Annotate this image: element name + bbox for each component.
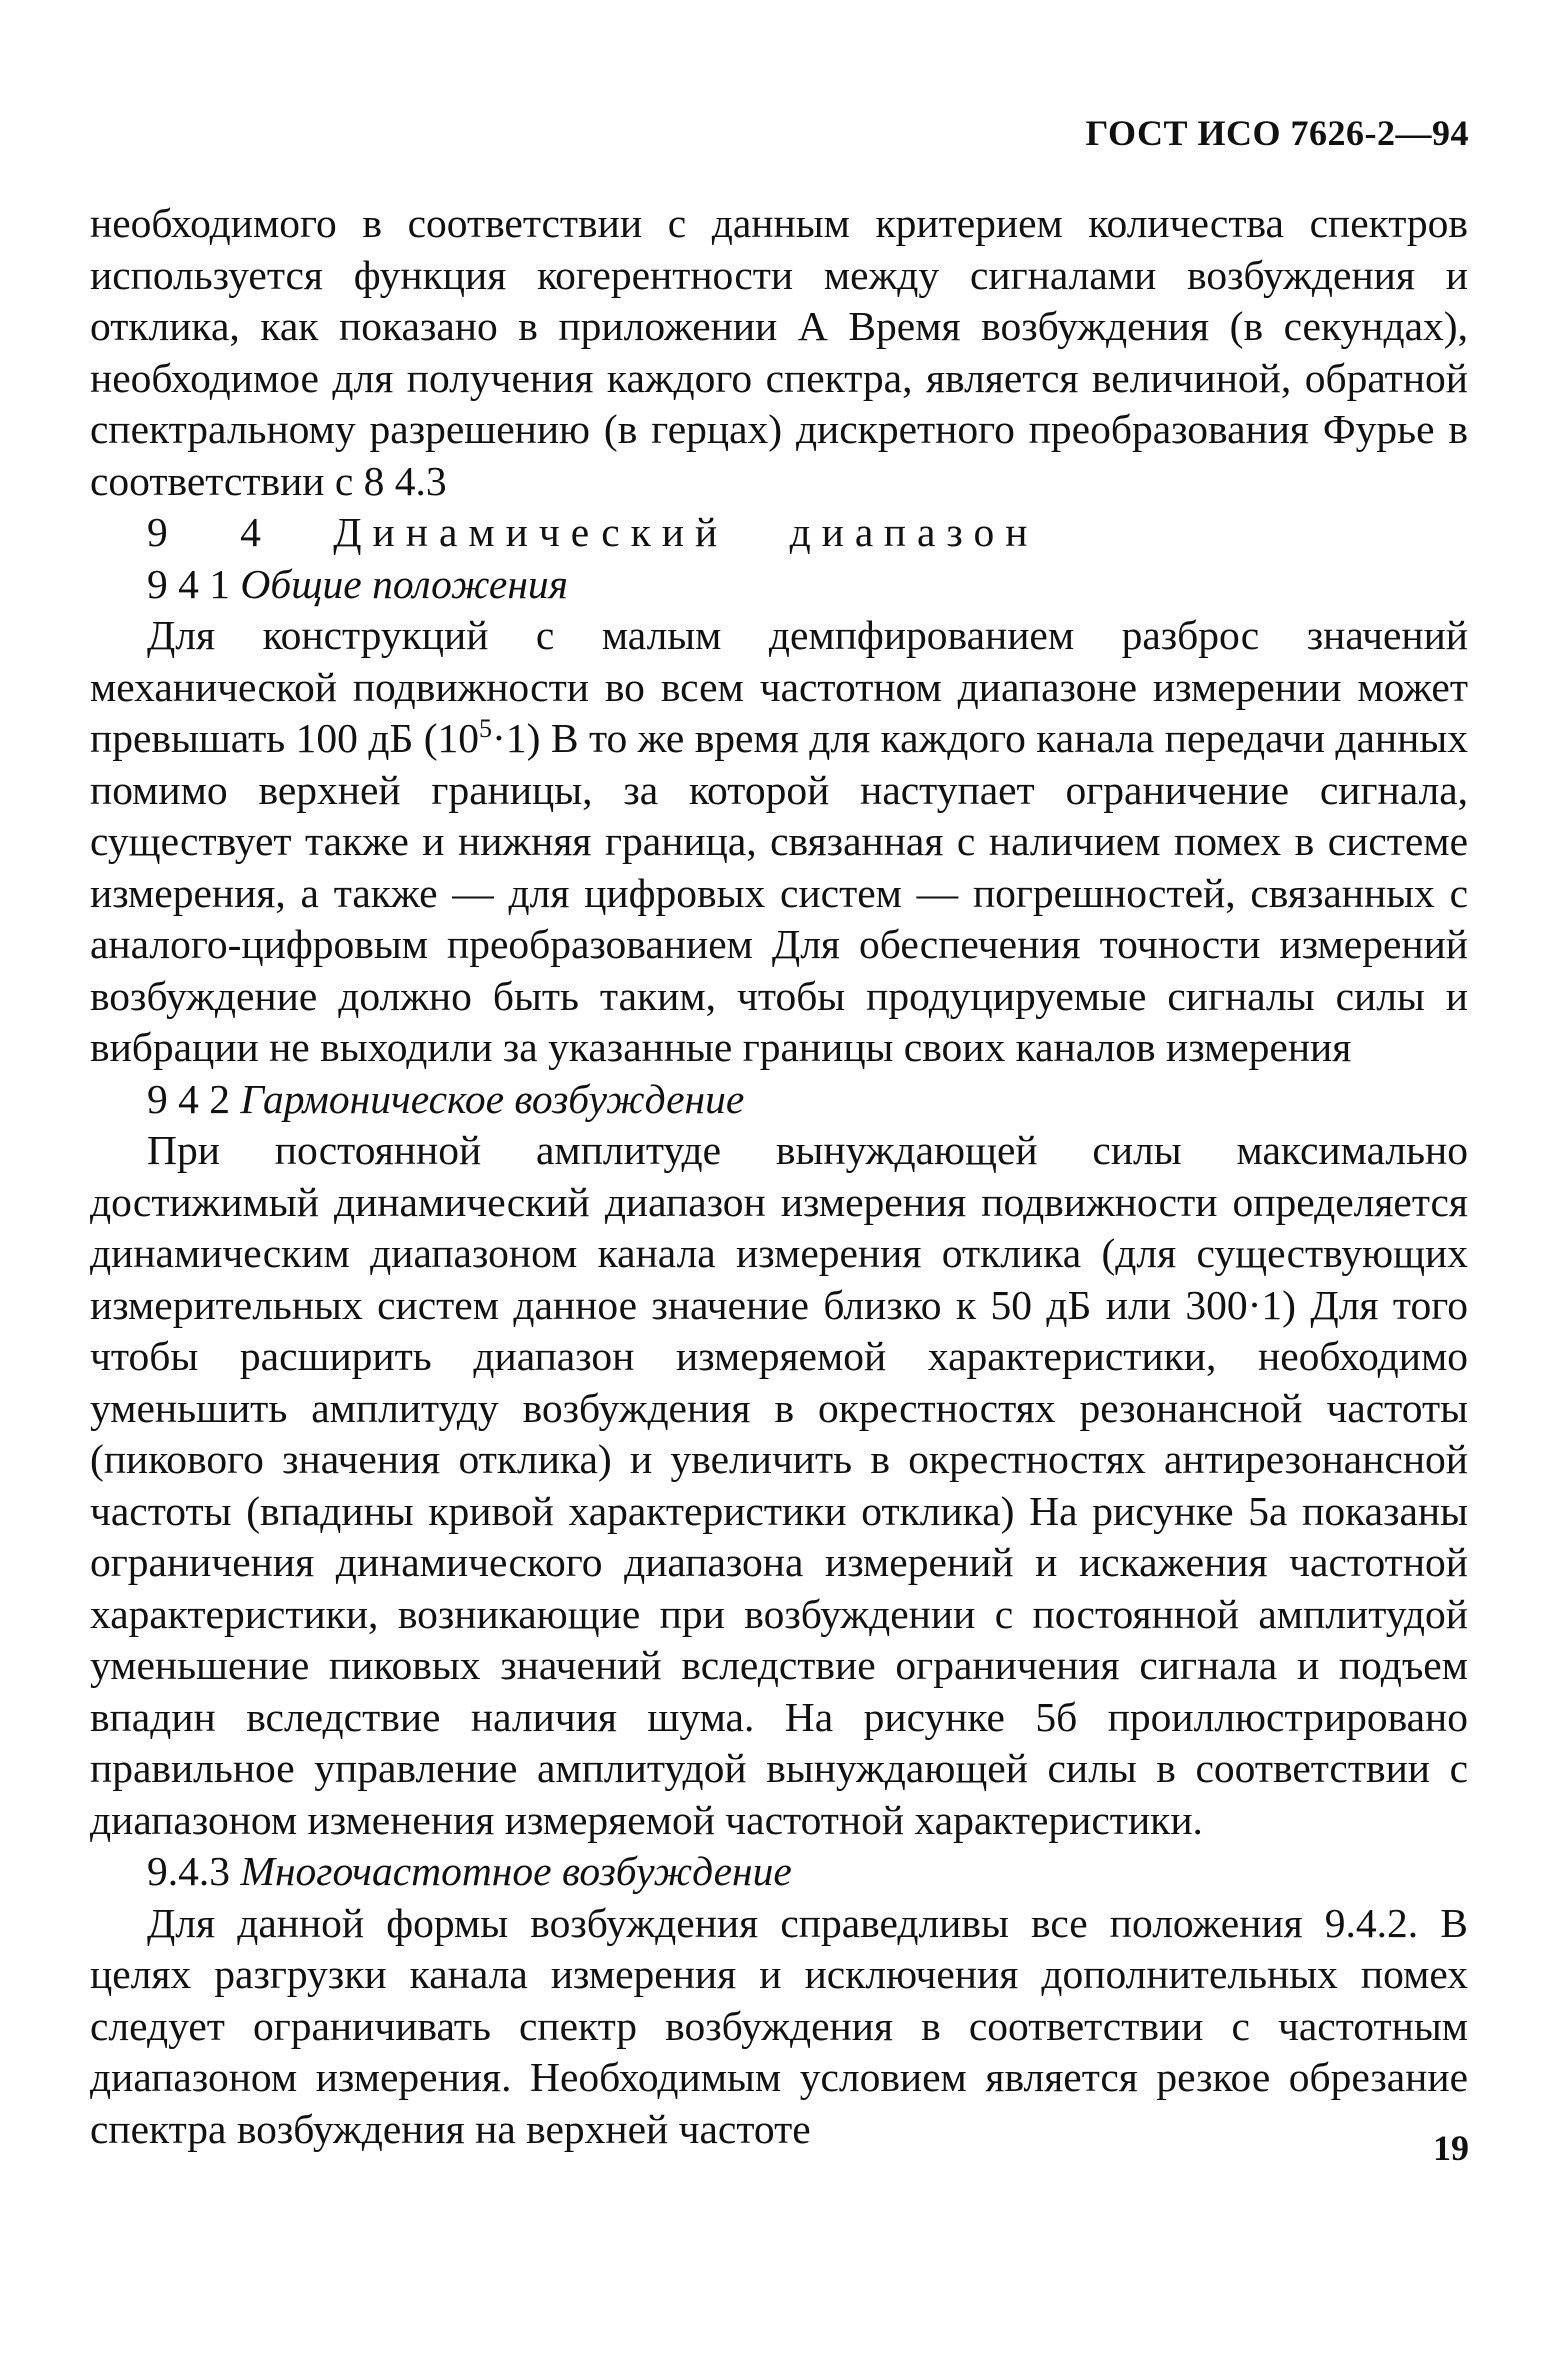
subsection-title: Общие положения [240,560,568,607]
subsection-heading-9-4-1 [90,559,1468,611]
paragraph-multifrequency-excitation: Для данной формы возбуждения справедливы все положения 9.4.2. В целях разгрузки канала измерения и исключения дополнительных помех следует ограничивать спектр возбуждения в соответствии с частотным диапазоном измерения. Необходимым условием является резкое обрезание спектра возбуждения на верхней частоте [90,1899,1468,2152]
subsection-number: 9 4 2 [147,1075,230,1122]
subsection-heading-9-4-2 [90,1074,1468,1126]
paragraph-general-provisions [90,610,1468,1074]
subsection-number: 9.4.3 [147,1848,230,1894]
superscript-exponent: 5 [479,714,493,744]
subsection-number: 9 4 1 [147,560,230,607]
text-run: ·1) В то же время для каждого канала передачи данных помимо верхней границы, за которой наступает ограничение сигнала, существует также и нижняя граница, связанная с наличием помех в системе измерения, а также — для цифровых систем — погрешностей, связанных с аналого-цифровым преобразованием Для обеспечения точности измерений возбуждение должно быть таким, чтобы продуцируемые сигналы силы и вибрации не выходили за указанные границы своих каналов измерения [90,715,1468,1070]
subsection-heading-9-4-3 [90,1846,1468,1898]
paragraph-harmonic-excitation: При постоянной амплитуде вынуждающей силы максимально достижимый динамический диапазон измерения подвижности определяется динамическим диапазоном канала измерения отклика (для существующих измерительных систем данное значение близко к 50 дБ или 300·1) Для того чтобы расширить диапазон измеряемой характеристики, необходимо уменьшить амплитуду возбуждения в окрестностях резонансной частоты (пикового значения отклика) и увеличить в окрестностях антирезонансной частоты (впадины кривой характеристики отклика) На рисунке 5а показаны ограничения динамического диапазона измерений и искажения частотной характеристики, возникающие при возбуждении с постоянной амплитудой уменьшение пиковых значений вследствие ограничения сигнала и подъем впадин вследствие наличия шума. На рисунке 5б проиллюстрировано правильное управление амплитудой вынуждающей силы в соответствии с диапазоном изменения измеряемой частотной характеристики. [90,1127,1468,1843]
section-heading-9-4: 9 4 Динамический диапазон [147,509,1039,555]
subsection-title: Гармоническое возбуждение [240,1075,745,1122]
page-content [90,198,1468,2155]
subsection-title: Многочастотное возбуждение [240,1848,792,1894]
page-number: 19 [1433,2128,1469,2168]
paragraph-coherence: необходимого в соответствии с данным критерием количества спектров используется функция когерентности между сигналами возбуждения и отклика, как показано в приложении А Время возбуждения (в секундах), необходимое для получения каждого спектра, является величиной, обратной спектральному разрешению (в герцах) дискретного преобразования Фурье в соответствии с 8 4.3 [90,200,1468,504]
text-run: Для конструкций с малым демпфированием разброс значений механической подвижности во всем частотном диапазоне измерении может превышать 100 дБ (10 [90,612,1468,761]
page-header-standard: ГОСТ ИСО 7626-2—94 [1085,113,1469,153]
